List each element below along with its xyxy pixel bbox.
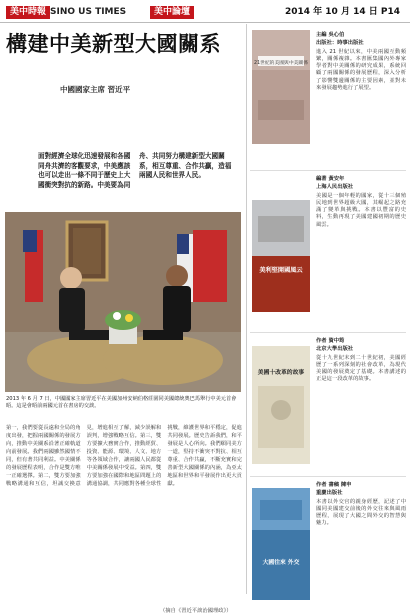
column-divider [246,24,247,594]
book-cover-illustration [252,346,310,464]
book-summary: 從十九世紀末到二十世紀初，美國經歷了一系列深刻的社會改革，為現代美國的發展奠定了基礎。本書講述的正是這一段改革的故事。 [316,354,406,383]
book-cover-title: 美利堅開國風云 [259,267,303,274]
book-editor: 作者 資中筠 [316,338,345,344]
photo-illustration [5,212,241,392]
book-editor: 作者 書稿 陳申 [316,482,352,488]
book-item [248,30,410,168]
article-body: 第一，我們要從長遠和全局的角度出發，把握兩國關係的發展方向，推動中美關系沿著正確軌道向前發展。我們兩國雖然國情不同，但有著共同利益。中美關係的發展歷程表明，合作是雙方唯一正確選擇。第二，雙方要加強戰略溝通和互信，坦誠交換意見，增進相互了解，減少誤解和誤判，增強戰略互信。第三，雙方要擴大務實合作，推動經貿、投資、能源、環境、人文、地方等各領域合作，讓兩國人民都從中美關係發展中受益。第四，雙方要加強在國際和地區問題上的溝通協調，共同應對各種全球性挑戰，維護世界和平穩定，促進共同發展。歷史告訴我們，和平發展是人心所向。我們願同美方一道，堅持不衝突不對抗、相互尊重、合作共贏，不斷充實和完善新型大國關係的內涵，為亞太地區和世界和平發展作出更大貢獻。 [6,425,242,487]
book-info [316,338,406,384]
book-summary: 美國是一個年輕的國家，從十三個殖民地到世界超級大國，其崛起之路充滿了變革與挑戰。本書以豐富的史料，生動再現了美國建國初期的歷史風雲。 [316,192,406,228]
photo-caption: 2013 年 6 月 7 日，中國國家主席習近平在美國加州安納伯格莊園同美國總統奧巴馬舉行中美元首會晤。這是會晤前兩國元首在書房的交談。 [6,396,237,410]
book-item [248,480,410,604]
book-cover [252,488,310,600]
book-cover [252,346,310,464]
article-lede: 面對經濟全球化迅速發展和各國同舟共濟的客觀要求，中美應該也可以走出一條不同于歷史上大國衝突對抗的新路。中美要為同舟、共同努力構建新型大國關系，相互尊重、合作共贏，造福兩國人民和世界人民。 [38,152,232,189]
section-badge: 美中論壇 [150,6,194,19]
book-sidebar [248,22,410,600]
book-item [248,336,410,474]
publication-badge: 美中時報 [6,6,50,19]
article-credit: （摘自《習近平談治國理政》） [160,608,232,614]
book-publisher: 出版社：時事出版社 [316,40,364,47]
book-info [316,176,406,229]
book-summary: 本書以外交官的親身經歷，記述了中國同美國建交前後的外交往來與風雨歷程，展現了大國之間外交的智慧與魅力。 [316,498,406,527]
article-photo [5,212,241,392]
section-divider [250,332,406,333]
book-cover-title: 美國十改革的故事 [257,370,305,376]
book-summary: 進入 21 世紀以來，中美兩國互動頻繁，關係複雜。本書匯集國內外專家學者對中美關係的研究成果，系統回顧了兩國關係的發展歷程，深入分析了影響雙邊關係的主要因素，並對未來發展趨勢進行了展望。 [316,48,406,92]
book-item [248,174,410,330]
book-cover [252,200,310,312]
section-divider [250,476,406,477]
publication-name: SINO US TIMES [50,7,127,17]
book-publisher: 重慶出版社 [316,490,343,497]
section-divider [250,170,406,171]
book-cover [252,30,310,144]
book-cover-title: 21世紀的美國與中美關係 [253,61,309,66]
article-title: 構建中美新型大國關系 [6,32,221,56]
book-info [316,482,406,528]
page-header [0,0,410,23]
date-page: 2014 年 10 月 14 日 P14 [284,7,400,17]
book-publisher: 北京大學出版社 [316,346,354,353]
article-byline: 中國國家主席 習近平 [60,85,131,94]
book-editor: 編著 黃安年 [316,176,345,182]
book-cover-illustration [252,488,310,600]
book-cover-illustration [252,30,310,144]
main-article [0,22,244,614]
book-cover-illustration [252,200,310,312]
book-publisher: 上海人民出版社 [316,184,354,191]
book-editor: 主編 吳心伯 [316,32,345,38]
book-info [316,32,406,92]
book-cover-title: 大國往來 外交 [262,560,300,566]
